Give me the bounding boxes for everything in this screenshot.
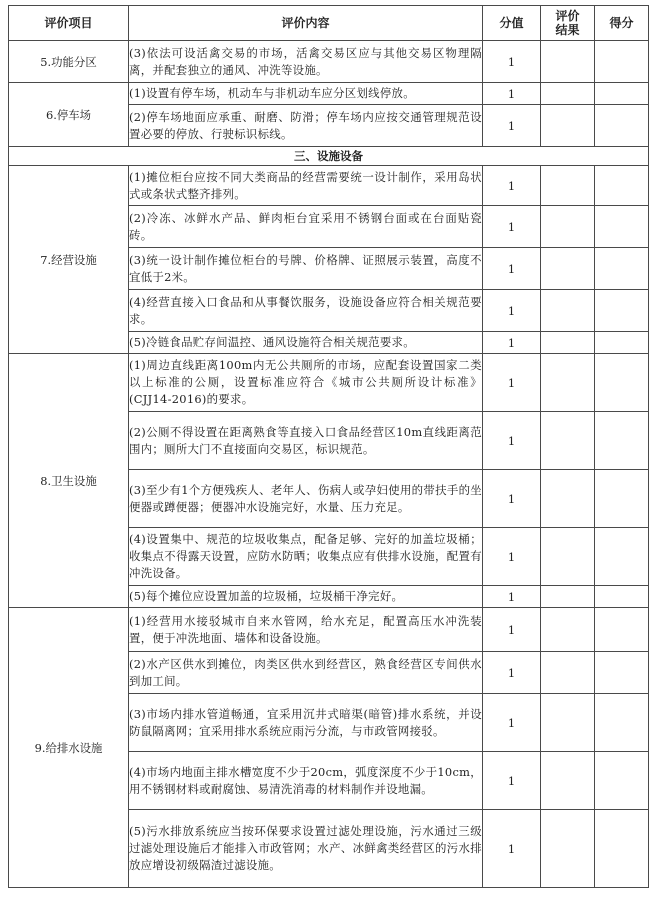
result-cell <box>541 41 595 83</box>
got-cell <box>595 752 649 810</box>
score-cell: 1 <box>483 470 541 528</box>
header-result-line1: 评价 <box>555 9 580 23</box>
evaluation-table <box>8 5 649 888</box>
table-row <box>9 166 649 206</box>
content-cell: (4)经营直接入口食品和从事餐饮服务，设施设备应符合相关规范要求。 <box>129 290 483 332</box>
result-cell <box>541 528 595 586</box>
got-cell <box>595 41 649 83</box>
section-title: 三、设施设备 <box>9 147 649 166</box>
score-cell: 1 <box>483 694 541 752</box>
score-cell: 1 <box>483 206 541 248</box>
result-cell <box>541 608 595 652</box>
content-cell: (2)水产区供水到摊位，肉类区供水到经营区，熟食经营区专间供水到加工间。 <box>129 652 483 694</box>
content-cell: (5)冷链食品贮存间温控、通风设施符合相关规范要求。 <box>129 332 483 354</box>
got-cell <box>595 470 649 528</box>
got-cell <box>595 83 649 105</box>
got-cell <box>595 248 649 290</box>
got-cell <box>595 586 649 608</box>
content-cell: (1)设置有停车场，机动车与非机动车应分区划线停放。 <box>129 83 483 105</box>
content-cell: (2)冷冻、冰鲜水产品、鲜肉柜台宜采用不锈钢台面或在台面贴瓷砖。 <box>129 206 483 248</box>
table-row <box>9 608 649 652</box>
header-score: 分值 <box>483 6 541 41</box>
header-content: 评价内容 <box>129 6 483 41</box>
content-cell: (1)周边直线距离100m内无公共厕所的市场，应配套设置国家二类以上标准的公厕，设置标准应符合《城市公共厕所设计标准》(CJJ14-2016)的要求。 <box>129 354 483 412</box>
content-cell: (3)依法可设活禽交易的市场，活禽交易区应与其他交易区物理隔离，并配套独立的通风、冲洗等设施。 <box>129 41 483 83</box>
got-cell <box>595 206 649 248</box>
content-cell: (5)污水排放系统应当按环保要求设置过滤处理设施，污水通过三级过滤处理设施后才能排入市政管网；水产、冰鲜禽类经营区的污水排放应增设初级隔渣过滤设施。 <box>129 810 483 888</box>
got-cell <box>595 290 649 332</box>
table-row <box>9 83 649 105</box>
content-cell: (4)市场内地面主排水槽宽度不少于20cm，弧度深度不少于10cm，用不锈钢材料或耐腐蚀、易清洗消毒的材料制作并设地漏。 <box>129 752 483 810</box>
result-cell <box>541 248 595 290</box>
got-cell <box>595 332 649 354</box>
header-item: 评价项目 <box>9 6 129 41</box>
item-cell: 5.功能分区 <box>9 41 129 83</box>
got-cell <box>595 412 649 470</box>
content-cell: (3)统一设计制作摊位柜台的号牌、价格牌、证照展示装置，高度不宜低于2米。 <box>129 248 483 290</box>
result-cell <box>541 412 595 470</box>
score-cell: 1 <box>483 248 541 290</box>
result-cell <box>541 652 595 694</box>
score-cell: 1 <box>483 166 541 206</box>
got-cell <box>595 810 649 888</box>
content-cell: (2)公厕不得设置在距离熟食等直接入口食品经营区10m直线距离范围内；厕所大门不直接面向交易区，标识规范。 <box>129 412 483 470</box>
score-cell: 1 <box>483 354 541 412</box>
result-cell <box>541 354 595 412</box>
score-cell: 1 <box>483 608 541 652</box>
content-cell: (4)设置集中、规范的垃圾收集点，配备足够、完好的加盖垃圾桶；收集点不得露天设置，应防水防晒；收集点应有供排水设施，配置有冲洗设备。 <box>129 528 483 586</box>
item-cell: 7.经营设施 <box>9 166 129 354</box>
header-result <box>541 6 595 41</box>
score-cell: 1 <box>483 652 541 694</box>
got-cell <box>595 166 649 206</box>
score-cell: 1 <box>483 41 541 83</box>
result-cell <box>541 206 595 248</box>
score-cell: 1 <box>483 105 541 147</box>
table-row <box>9 354 649 412</box>
score-cell: 1 <box>483 810 541 888</box>
content-cell: (1)经营用水接驳城市自来水管网，给水充足，配置高压水冲洗装置，便于冲洗地面、墙体和设备设施。 <box>129 608 483 652</box>
content-cell: (3)市场内排水管道畅通，宜采用沉井式暗渠(暗管)排水系统，并设防鼠隔离网；宜采用排水系统应雨污分流，与市政管网接驳。 <box>129 694 483 752</box>
score-cell: 1 <box>483 528 541 586</box>
got-cell <box>595 608 649 652</box>
content-cell: (5)每个摊位应设置加盖的垃圾桶，垃圾桶干净完好。 <box>129 586 483 608</box>
header-row <box>9 6 649 41</box>
header-result-line2: 结果 <box>555 23 580 37</box>
table-row <box>9 41 649 83</box>
result-cell <box>541 166 595 206</box>
got-cell <box>595 105 649 147</box>
result-cell <box>541 83 595 105</box>
section-row <box>9 147 649 166</box>
result-cell <box>541 105 595 147</box>
score-cell: 1 <box>483 412 541 470</box>
score-cell: 1 <box>483 586 541 608</box>
score-cell: 1 <box>483 752 541 810</box>
result-cell <box>541 694 595 752</box>
got-cell <box>595 652 649 694</box>
got-cell <box>595 354 649 412</box>
item-cell: 6.停车场 <box>9 83 129 147</box>
content-cell: (2)停车场地面应承重、耐磨、防滑；停车场内应按交通管理规范设置必要的停放、行驶标识标线。 <box>129 105 483 147</box>
result-cell <box>541 332 595 354</box>
result-cell <box>541 752 595 810</box>
result-cell <box>541 810 595 888</box>
item-cell: 9.给排水设施 <box>9 608 129 888</box>
result-cell <box>541 586 595 608</box>
score-cell: 1 <box>483 83 541 105</box>
result-cell <box>541 290 595 332</box>
got-cell <box>595 694 649 752</box>
score-cell: 1 <box>483 290 541 332</box>
content-cell: (1)摊位柜台应按不同大类商品的经营需要统一设计制作，采用岛状式或条状式整齐排列。 <box>129 166 483 206</box>
item-cell: 8.卫生设施 <box>9 354 129 608</box>
got-cell <box>595 528 649 586</box>
score-cell: 1 <box>483 332 541 354</box>
header-got: 得分 <box>595 6 649 41</box>
content-cell: (3)至少有1个方便残疾人、老年人、伤病人或孕妇使用的带扶手的坐便器或蹲便器；便器冲水设施完好，水量、压力充足。 <box>129 470 483 528</box>
result-cell <box>541 470 595 528</box>
